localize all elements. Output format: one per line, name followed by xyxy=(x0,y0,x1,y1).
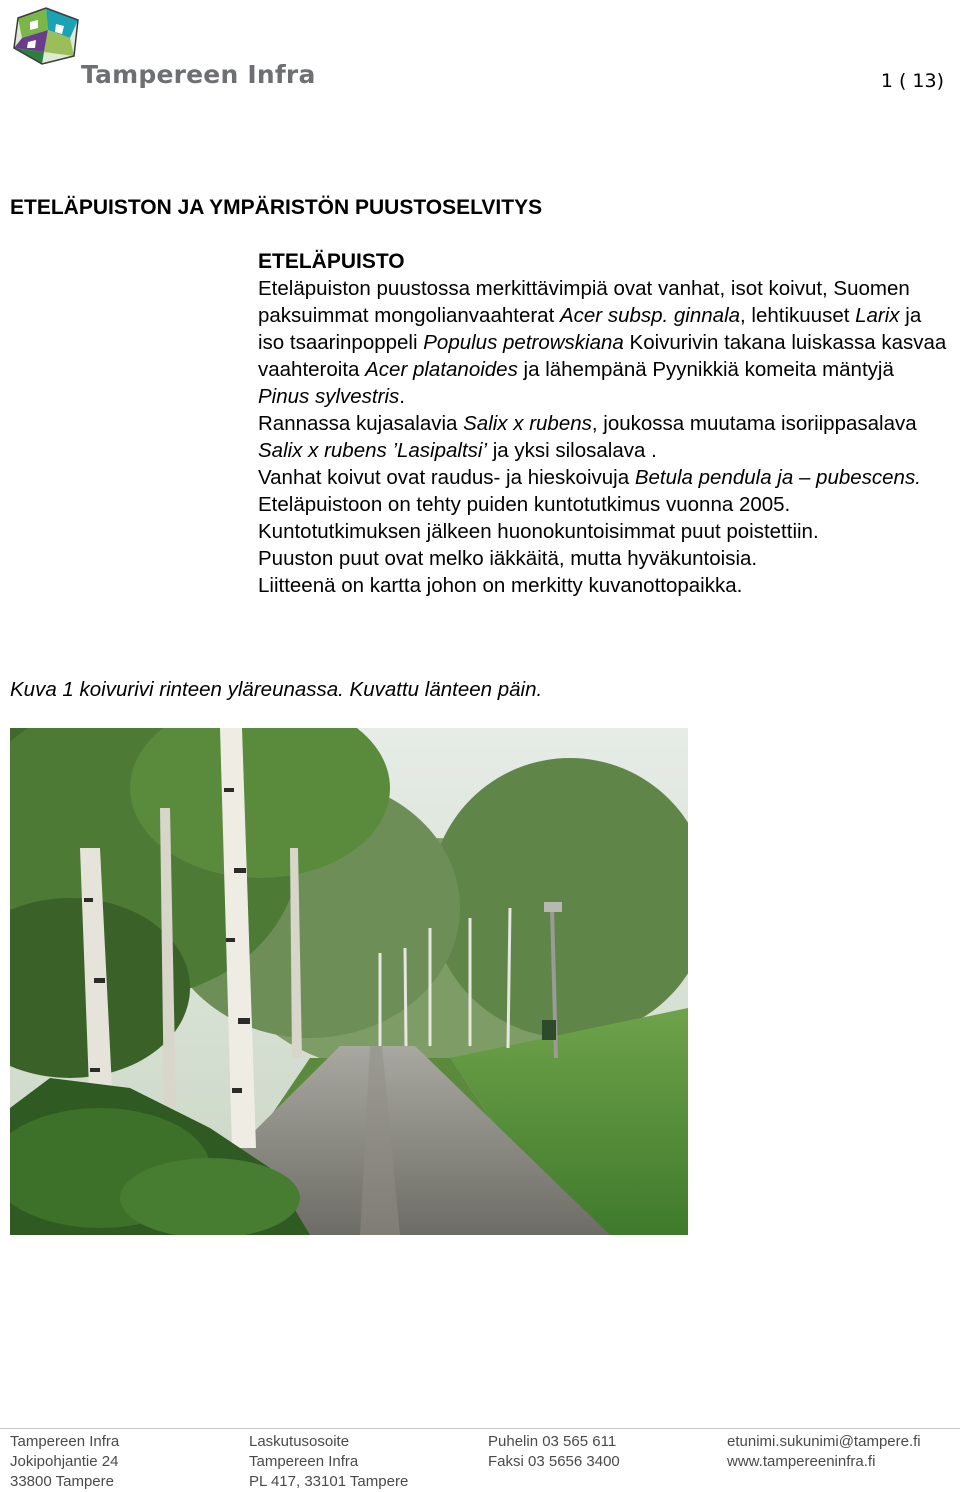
park-path-photo xyxy=(10,728,688,1235)
document-title: ETELÄPUISTON JA YMPÄRISTÖN PUUSTOSELVITYS xyxy=(10,196,543,219)
paragraph: Liitteenä on kartta johon on merkitty kuvanottopaikka. xyxy=(258,574,743,597)
paragraph: Vanhat koivut ovat raudus- ja hieskoivuja Betula pendula ja – pubescens. xyxy=(258,466,921,489)
footer-contact xyxy=(727,1432,921,1472)
footer-text: Tampereen Infra xyxy=(10,1433,120,1450)
section-etelapuisto xyxy=(258,248,948,599)
paragraph: Kuntotutkimuksen jälkeen huonokuntoisimmat puut poistettiin. xyxy=(258,520,819,543)
company-logo xyxy=(8,4,316,96)
footer-website: www.tampereeninfra.fi xyxy=(727,1453,876,1470)
footer-phone xyxy=(488,1432,620,1472)
paragraph: Puuston puut ovat melko iäkkäitä, mutta hyväkuntoisia. xyxy=(258,547,758,570)
footer-text: PL 417, 33101 Tampere xyxy=(249,1473,409,1490)
logo-text: Tampereen Infra xyxy=(81,60,316,89)
footer-text: Jokipohjantie 24 xyxy=(10,1453,119,1470)
logo-mark-icon xyxy=(8,4,88,96)
paragraph: Eteläpuiston puustossa merkittävimpiä ovat vanhat, isot koivut, Suomen paksuimmat mongolianvaahterat Acer subsp. ginnala, lehtikuuset Larix ja iso tsaarinpoppeli Populus petrowskiana Koivurivin takana luiskassa kasvaa vaahteroita Acer platanoides ja lähempänä Pyynikkiä komeita mäntyjä Pinus sylvestris. xyxy=(258,277,947,408)
footer-text: 33800 Tampere xyxy=(10,1473,114,1490)
footer-email: etunimi.sukunimi@tampere.fi xyxy=(727,1433,921,1450)
paragraph: Eteläpuistoon on tehty puiden kuntotutkimus vuonna 2005. xyxy=(258,493,791,516)
footer-billing xyxy=(249,1432,408,1492)
footer-address xyxy=(10,1432,119,1492)
footer-text: Tampereen Infra xyxy=(249,1453,359,1470)
footer-text: Puhelin 03 565 611 xyxy=(488,1433,617,1450)
figure-caption: Kuva 1 koivurivi rinteen yläreunassa. Kuvattu länteen päin. xyxy=(10,678,543,701)
footer-divider xyxy=(0,1428,960,1429)
footer-text: Laskutusosoite xyxy=(249,1433,350,1450)
section-heading: ETELÄPUISTO xyxy=(258,250,405,273)
page-number: 1 ( 13) xyxy=(880,70,944,92)
paragraph: Rannassa kujasalavia Salix x rubens, joukossa muutama isoriippasalava Salix x rubens ’Lasipaltsi’ ja yksi silosalava . xyxy=(258,412,917,462)
footer-text: Faksi 03 5656 3400 xyxy=(488,1453,620,1470)
